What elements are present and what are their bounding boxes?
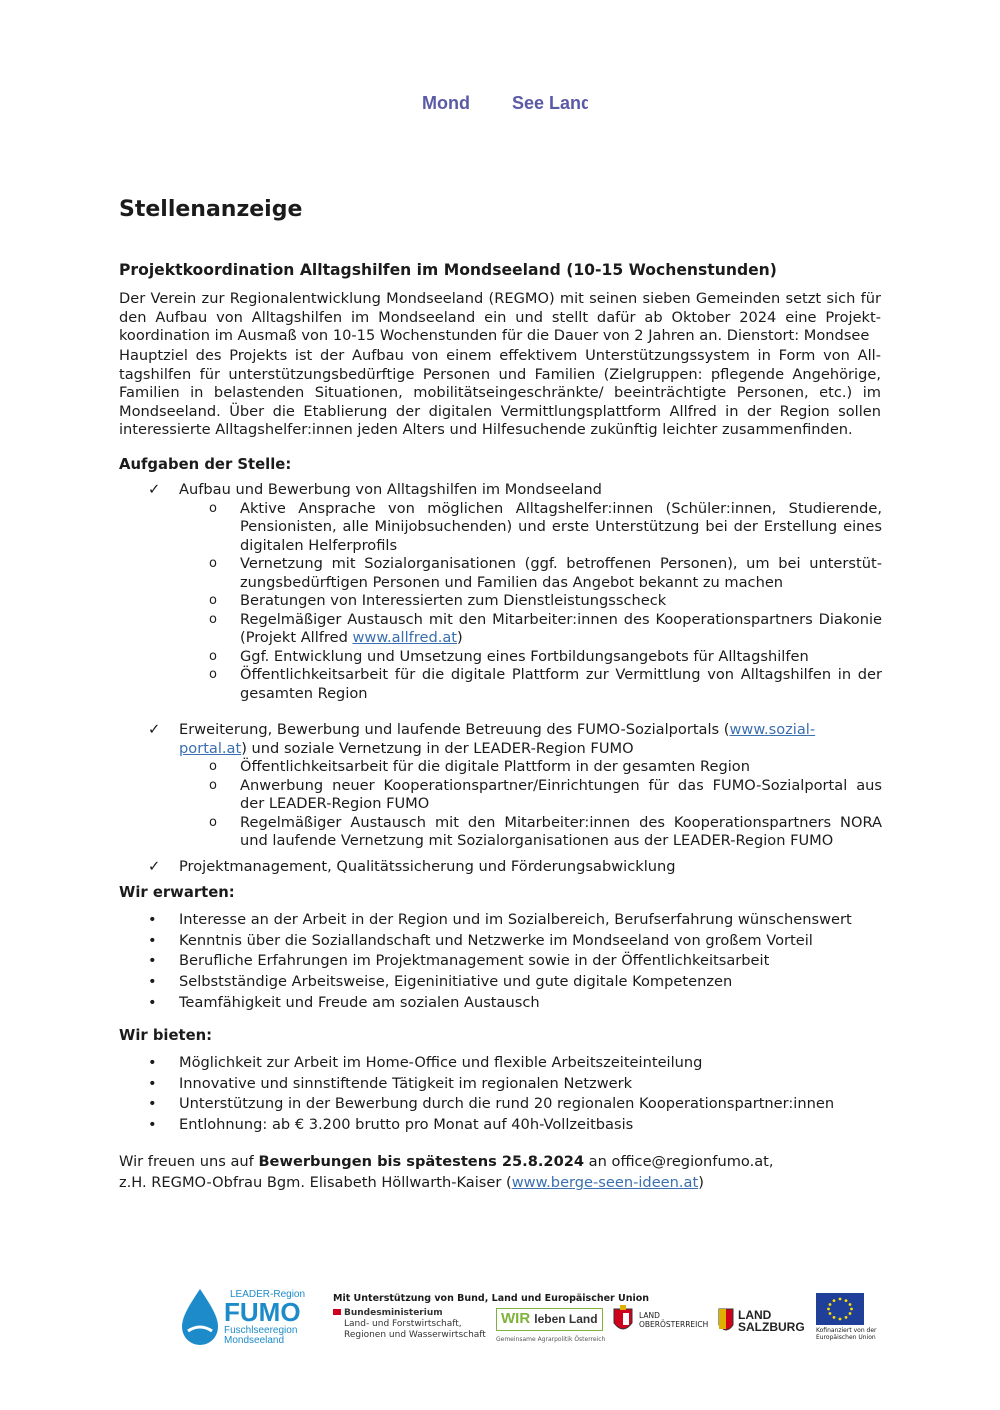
list-item: • Innovative und sinnstiftende Tätigkeit im regionalen Netzwerk [148, 1074, 633, 1092]
offer-heading: Wir bieten: [119, 1027, 213, 1044]
crest-icon [613, 1305, 633, 1335]
subtask-item: o Aktive Ansprache von möglichen Alltagshelfer:innen (Schüler:innen, Studierende, Pensionisten, alle Minijobsuchenden) und erste Unterstützung bei der Erstellung eines digitalen Helferprofils [209, 499, 882, 554]
crest-icon [718, 1307, 734, 1335]
tasks-heading: Aufgaben der Stelle: [119, 456, 292, 473]
bmlrw-logo: Bundesministerium Land- und Forstwirtschaft, Regionen und Wasserwirtschaft [333, 1308, 486, 1341]
subtask-item: o Anwerbung neuer Kooperationspartner/Einrichtungen für das FUMO-Sozialportal aus der LEADER-Region FUMO [209, 776, 882, 812]
subtask-item: o Öffentlichkeitsarbeit für die digitale Plattform zur Vermittlung von Alltagshilfen in der gesamten Region [209, 666, 882, 702]
task-item: ✓ Aufbau und Bewerbung von Alltagshilfen im Mondseeland o Aktive Ansprache von möglichen Alltagshelfer:innen (Schüler:innen, Studierende, Pensionisten, alle Minijobsuchenden) und erste Unterstützung bei der Erstellung eines digitalen Helferprofils o Vernetzung mit Sozialorganisationen (ggf. betroffenen Personen), um bei unterstützungsbedürftigen Personen und Familien das Angebot bekannt zu machen o Beratungen von Interessierten zum Dienstleistungsscheck o Regelmäßiger Austausch mit den Mitarbeiter:innen des Kooperationspartners Diakonie (Projekt Allfred www.allfred.at) o Ggf. Entwicklung und Umsetzung eines Fortbildungsangebots für Alltagshilfen o Öffentlichkeitsarbeit für die digitale Plattform zur Vermittlung von Alltagshilfen in der gesamten Region [148, 481, 882, 702]
job-title: Projektkoordination Alltagshilfen im Mondseeland (10-15 Wochenstunden) [119, 261, 777, 279]
checkmark-icon: ✓ [148, 481, 161, 498]
svg-text:FUMO: FUMO [224, 1297, 301, 1327]
list-item: • Unterstützung in der Bewerbung durch die rund 20 regionalen Kooperationspartner:innen [148, 1095, 835, 1113]
subtask-item: o Ggf. Entwicklung und Umsetzung eines Fortbildungsangebots für Alltagshilfen [209, 647, 809, 665]
footer-logos [178, 1283, 883, 1355]
subtask-item: o Regelmäßiger Austausch mit den Mitarbeiter:innen des Kooperationspartners NORA und laufende Vernetzung mit Sozialorganisationen aus der LEADER-Region FUMO [209, 813, 882, 849]
bullet-icon: • [148, 1095, 157, 1113]
oberoesterreich-logo: LAND OBERÖSTERREICH [613, 1305, 713, 1345]
task-subitems [209, 500, 882, 704]
eu-logo: Kofinanziert von der Europäischen Union [816, 1293, 880, 1343]
bullet-icon: • [148, 1074, 157, 1092]
svg-text:Fuschlseeregion: Fuschlseeregion [224, 1325, 298, 1336]
sozial-portal-link[interactable]: www.sozial-portal.at [179, 721, 816, 757]
subtask-item: o Beratungen von Interessierten zum Dienstleistungsscheck [209, 592, 667, 609]
closing-text: Wir freuen uns auf Bewerbungen bis spätestens 25.8.2024 an office@regionfumo.at, z.H. REGMO-Obfrau Bgm. Elisabeth Höllwarth-Kaiser (www.berge-seen-ideen.at) [119, 1153, 774, 1191]
salzburg-logo: LAND SALZBURG [718, 1307, 810, 1347]
task-item: ✓ Projektmanagement, Qualitätssicherung und Förderungsabwicklung [148, 858, 676, 875]
bullet-icon: • [148, 931, 157, 949]
list-item: • Selbstständige Arbeitsweise, Eigeninitiative und gute digitale Kompetenzen [148, 973, 733, 991]
circle-bullet-icon: o [209, 593, 217, 608]
list-item: • Kenntnis über die Soziallandschaft und Netzwerke im Mondseeland von großem Vorteil [148, 931, 813, 949]
tasks-list-3 [148, 858, 882, 877]
bullet-icon: • [148, 911, 157, 928]
page-title: Stellenanzeige [119, 197, 303, 222]
wir-leben-land-logo: WIR leben Land Gemeinsame Agrarpolitik Österreich [496, 1310, 606, 1343]
fumo-logo [178, 1285, 313, 1345]
subtask-item: o Vernetzung mit Sozialorganisationen (ggf. betroffenen Personen), um bei unterstützungsbedürftigen Personen und Familien das Angebot bekannt zu machen [209, 555, 882, 591]
circle-bullet-icon: o [209, 667, 217, 682]
offer-list [148, 1054, 882, 1137]
goal-paragraph: Hauptziel des Projekts ist der Aufbau von einem effektivem Unterstützungssystem in Form von Alltagshilfen für unterstützungsbedürftige Personen und Familien (Zielgruppen: pflegende Angehörige, Familien in belastenden Situationen, mobilitätseingeschränkte/ beeinträchtigte Personen, etc.) im Mondseeland. Über die Etablierung der digitalen Vermittlungsplattform Allfred in der Region sollen interessierte Alltagshelfer:innen jeden Alters und Hilfesuchende zukünftig leichter zusammenfinden. [119, 347, 881, 438]
circle-bullet-icon: o [209, 500, 217, 516]
svg-text:Mondseeland: Mondseeland [224, 1335, 285, 1346]
subtask-item: o Regelmäßiger Austausch mit den Mitarbeiter:innen des Kooperationspartners Diakonie (Projekt Allfred www.allfred.at) [209, 610, 882, 646]
list-item: • Entlohnung: ab € 3.200 brutto pro Monat auf 40h-Vollzeitbasis [148, 1116, 634, 1134]
task-subitems [209, 758, 882, 851]
bullet-icon: • [148, 973, 157, 991]
list-item: • Interesse an der Arbeit in der Region und im Sozialbereich, Berufserfahrung wünschenswert [148, 911, 852, 928]
support-note: Mit Unterstützung von Bund, Land und Europäischer Union [333, 1293, 650, 1304]
bullet-icon: • [148, 1054, 157, 1071]
expect-list [148, 911, 882, 1014]
expect-heading: Wir erwarten: [119, 884, 235, 901]
mondseeland-logo [418, 52, 588, 152]
deadline: Bewerbungen bis spätestens 25.8.2024 [258, 1153, 585, 1170]
intro-paragraph: Der Verein zur Regionalentwicklung Mondseeland (REGMO) mit seinen sieben Gemeinden setzt sich für den Aufbau von Alltagshilfen im Mondseeland ein und stellt dafür ab Oktober 2024 eine Projektkoordination im Ausmaß von 10-15 Wochenstunden für die Dauer von 2 Jahren an. Dienstort: Mondsee [119, 290, 881, 344]
circle-bullet-icon: o [209, 777, 217, 793]
circle-bullet-icon: o [209, 556, 217, 571]
svg-text:LEADER-Region: LEADER-Region [230, 1289, 306, 1300]
task-item: ✓ Erweiterung, Bewerbung und laufende Betreuung des FUMO-Sozialportals (www.sozial-portal.at) und soziale Vernetzung in der LEADER-Region FUMO o Öffentlichkeitsarbeit für die digitale Plattform in der gesamten Region o Anwerbung neuer Kooperationspartner/Einrichtungen für das FUMO-Sozialportal aus der LEADER-Region FUMO o Regelmäßiger Austausch mit den Mitarbeiter:innen des Kooperationspartners NORA und laufende Vernetzung mit Sozialorganisationen aus der LEADER-Region FUMO [148, 721, 882, 849]
checkmark-icon: ✓ [148, 858, 161, 875]
checkmark-icon: ✓ [148, 721, 161, 738]
svg-text:See Land: See Land [512, 93, 588, 113]
bullet-icon: • [148, 952, 157, 970]
circle-bullet-icon: o [209, 648, 217, 664]
website-link[interactable]: www.berge-seen-ideen.at [511, 1174, 699, 1191]
list-item: • Teamfähigkeit und Freude am sozialen Austausch [148, 993, 540, 1011]
bullet-icon: • [148, 1116, 157, 1134]
tasks-list [148, 481, 882, 703]
subtask-item: o Öffentlichkeitsarbeit für die digitale Plattform in der gesamten Region [209, 758, 750, 775]
circle-bullet-icon: o [209, 759, 217, 774]
circle-bullet-icon: o [209, 814, 217, 830]
tasks-list-2 [148, 721, 882, 851]
eu-flag-icon [816, 1293, 864, 1325]
svg-text:Mond: Mond [422, 93, 470, 113]
allfred-link[interactable]: www.allfred.at [352, 629, 458, 646]
bullet-icon: • [148, 993, 157, 1011]
circle-bullet-icon: o [209, 611, 217, 627]
list-item: • Möglichkeit zur Arbeit im Home-Office und flexible Arbeitszeiteinteilung [148, 1054, 703, 1071]
list-item: • Berufliche Erfahrungen im Projektmanagement sowie in der Öffentlichkeitsarbeit [148, 952, 770, 970]
